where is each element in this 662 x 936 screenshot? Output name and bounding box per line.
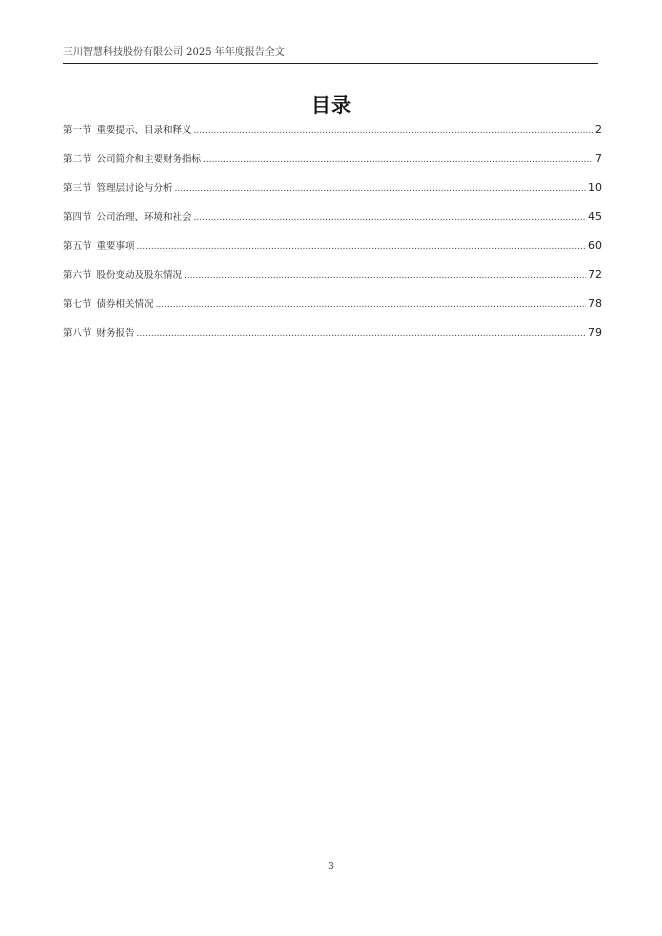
toc-dot-leader [203,152,593,168]
toc-chapter: 第七节 [63,299,92,310]
toc-page-number: 7 [595,152,602,165]
toc-dot-leader [175,181,586,197]
page-header [63,46,598,64]
toc-dot-leader [184,268,586,284]
toc-item[interactable] [63,238,602,267]
toc-page-number: 45 [588,210,602,223]
toc-chapter: 第三节 [63,183,92,194]
page-number: 3 [328,862,334,872]
toc-item[interactable] [63,267,602,296]
toc-item[interactable] [63,180,602,209]
toc-dot-leader [137,239,586,255]
toc-dot-leader [156,297,586,313]
toc-name: 重要事项 [96,241,135,252]
toc-name: 管理层讨论与分析 [96,183,173,194]
toc-item[interactable] [63,325,602,354]
toc-page-number: 78 [588,297,602,310]
toc-dot-leader [194,210,586,226]
toc-item[interactable] [63,122,602,151]
toc-page-number: 72 [588,268,602,281]
toc-dot-leader [137,326,586,342]
toc-title: 目录 [311,93,351,117]
toc-name: 股份变动及股东情况 [96,270,183,281]
toc-name: 公司简介和主要财务指标 [96,154,202,165]
toc-list [63,122,602,354]
toc-item[interactable] [63,151,602,180]
toc-page-number: 60 [588,239,602,252]
toc-dot-leader [194,123,593,139]
toc-page-number: 79 [588,326,602,339]
toc-chapter: 第八节 [63,328,92,339]
toc-item[interactable] [63,296,602,325]
toc-name: 公司治理、环境和社会 [96,212,192,223]
toc-chapter: 第四节 [63,212,92,223]
toc-page-number: 2 [595,123,602,136]
toc-item[interactable] [63,209,602,238]
toc-name: 债券相关情况 [96,299,154,310]
toc-name: 财务报告 [96,328,135,339]
toc-chapter: 第二节 [63,154,92,165]
toc-page-number: 10 [588,181,602,194]
toc-chapter: 第六节 [63,270,92,281]
toc-name: 重要提示、目录和释义 [96,125,192,136]
header-title: 三川智慧科技股份有限公司 2025 年年度报告全文 [63,47,285,58]
toc-chapter: 第一节 [63,125,92,136]
toc-chapter: 第五节 [63,241,92,252]
